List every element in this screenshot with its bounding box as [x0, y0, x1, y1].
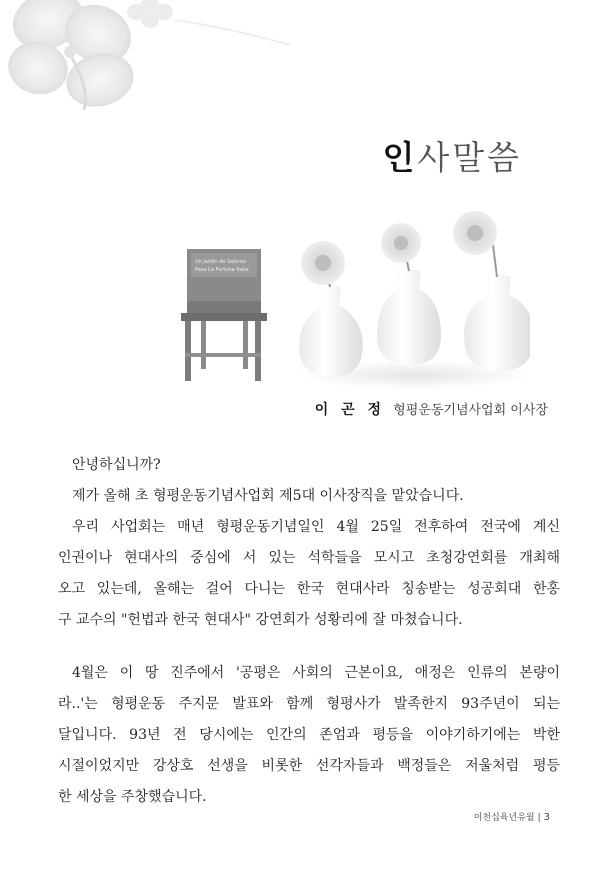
greeting-body: [58, 450, 560, 813]
page-title: [382, 132, 522, 179]
text-line: 한 세상을 주창했습니다.: [58, 789, 207, 805]
text-line: 4월은 이 땅 진주에서 '공평은 사회의 근본이요, 애정은 인류의 본량이: [72, 665, 560, 681]
text-line: 시절이었지만 강상호 선생을 비롯한 선각자들과 백정들은 저울처럼 평등: [58, 758, 560, 774]
text-line: 인권이나 현대사의 중심에 서 있는 석학들을 모시고 초청강연회를 개최해: [58, 550, 560, 566]
paragraph-history: [58, 658, 560, 813]
footer-publication: 이천십육년유월: [473, 813, 535, 823]
text-line: 구 교수의 "헌법과 한국 현대사" 강연회가 성황리에 잘 마쳤습니다.: [58, 612, 463, 628]
text-line: 안녕하십니까?: [72, 457, 161, 473]
paragraph-greeting: [58, 450, 560, 481]
paragraph-appointment: [58, 481, 560, 512]
text-line: 라..'는 형평운동 주지문 발표와 함께 형평사가 발족한지 93주년이 되는: [58, 696, 560, 712]
text-line: 우리 사업회는 매년 형평운동기념일인 4월 25일 전후하여 전국에 계신: [72, 519, 560, 535]
text-line: 오고 있는데, 올해는 걸어 다니는 한국 현대사라 칭송받는 성공회대 한홍: [58, 581, 560, 597]
text-line: 제가 올해 초 형평운동기념사업회 제5대 이사장직을 맡았습니다.: [72, 488, 464, 504]
chair: [181, 249, 267, 381]
paragraph-spacer: [58, 636, 560, 658]
svg-text:Pasa La Fortuna Italia: Pasa La Fortuna Italia: [195, 267, 249, 273]
author-name: 이 곤 정: [314, 402, 386, 418]
vase-1: [299, 241, 362, 377]
svg-text:Un jardín de Salerno: Un jardín de Salerno: [195, 259, 246, 265]
page-title-first-char: 인: [382, 138, 418, 177]
author-role: 형평운동기념사업회 이사장: [393, 403, 548, 418]
footer-separator: |: [537, 813, 541, 823]
chair-and-vases-photo: [175, 205, 530, 390]
page-title-rest: 사말씀: [417, 138, 522, 177]
clover-decoration: [0, 0, 290, 110]
text-line: 달입니다. 93년 전 당시에는 인간의 존엄과 평등을 이야기하기에는 박한: [58, 727, 560, 743]
vase-2: [377, 223, 441, 365]
page-number: 3: [543, 812, 550, 823]
author-line: [315, 399, 548, 419]
vase-3: [453, 211, 530, 371]
page-footer: [474, 810, 550, 823]
paragraph-lecture: [58, 512, 560, 636]
